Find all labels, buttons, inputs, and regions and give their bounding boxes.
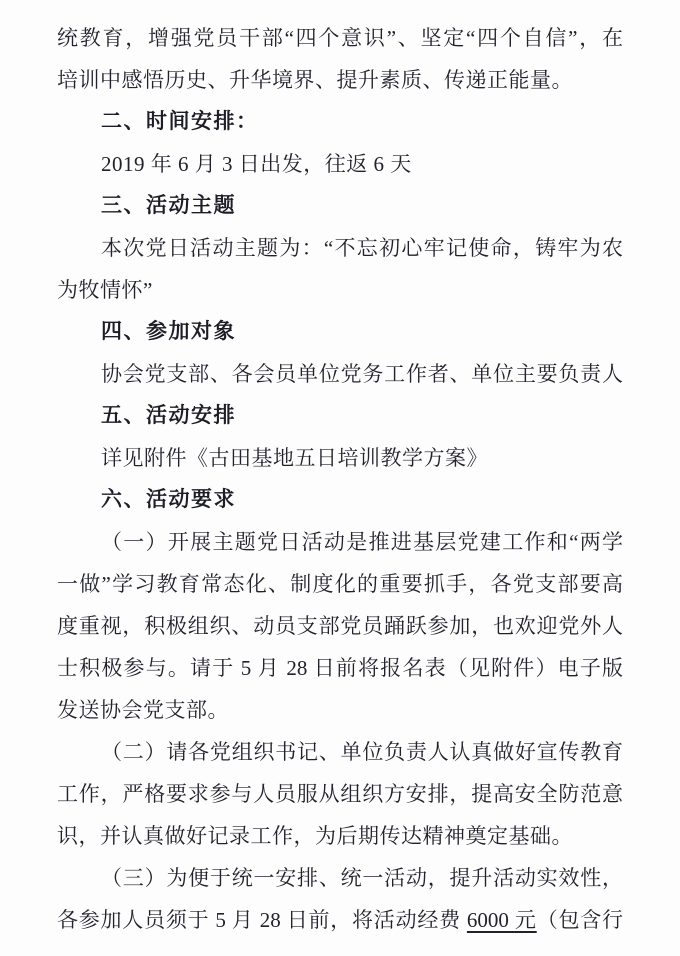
section-heading [57, 185, 623, 227]
section-heading [57, 395, 623, 437]
text-segment: 2019 年 6 月 3 日出发，往返 6 天 [101, 152, 412, 176]
section-heading [57, 479, 623, 521]
text-segment: 五、活动安排 [101, 404, 236, 427]
text-line [57, 815, 623, 857]
text-line [57, 269, 623, 311]
text-line [57, 605, 623, 647]
text-line [57, 521, 623, 563]
text-line [57, 899, 623, 941]
underlined-amount: 6000 元 [466, 908, 537, 932]
text-segment: 协会党支部、各会员单位党务工作者、单位主要负责人 [101, 362, 623, 386]
text-segment: 本次党日活动主题为：“不忘初心牢记使命，铸牢为农 [101, 236, 623, 260]
text-segment: 一做”学习教育常态化、制度化的重要抓手，各党支部要高 [57, 572, 623, 596]
text-segment: （三）为便于统一安排、统一活动，提升活动实效性， [101, 866, 623, 890]
text-segment: 培训中感悟历史、升华境界、提升素质、传递正能量。 [57, 68, 573, 92]
section-heading [57, 101, 623, 143]
text-segment: 各参加人员须于 5 月 28 日前，将活动经费 [57, 908, 467, 932]
text-line [57, 437, 623, 479]
text-segment: （一）开展主题党日活动是推进基层党建工作和“两学 [101, 530, 623, 554]
text-segment: 三、活动主题 [101, 194, 236, 217]
text-segment: 详见附件《古田基地五日培训教学方案》 [101, 446, 488, 470]
text-line [57, 17, 623, 59]
text-segment: 发送协会党支部。 [57, 698, 229, 722]
text-segment: 四、参加对象 [101, 320, 236, 343]
section-heading [57, 311, 623, 353]
text-segment: 为牧情怀” [57, 278, 153, 302]
text-line [57, 647, 623, 689]
text-line [57, 857, 623, 899]
text-line [57, 353, 623, 395]
text-line [57, 143, 623, 185]
text-segment: 二、时间安排： [101, 110, 259, 133]
text-segment: 士积极参与。请于 5 月 28 日前将报名表（见附件）电子版 [57, 656, 623, 680]
text-segment: （二）请各党组织书记、单位负责人认真做好宣传教育 [101, 740, 623, 764]
text-line [57, 773, 623, 815]
text-line [57, 731, 623, 773]
text-segment: 六、活动要求 [101, 488, 236, 511]
text-segment: 统教育，增强党员干部“四个意识”、坚定“四个自信”，在 [57, 26, 623, 50]
text-line [57, 227, 623, 269]
text-segment: 度重视，积极组织、动员支部党员踊跃参加，也欢迎党外人 [57, 614, 623, 638]
text-segment: 工作，严格要求参与人员服从组织方安排，提高安全防范意 [57, 782, 623, 806]
text-line [57, 563, 623, 605]
text-line [57, 689, 623, 731]
text-segment: （包含行 [536, 908, 624, 932]
text-line [57, 59, 623, 101]
text-segment: 识，并认真做好记录工作，为后期传达精神奠定基础。 [57, 824, 573, 848]
